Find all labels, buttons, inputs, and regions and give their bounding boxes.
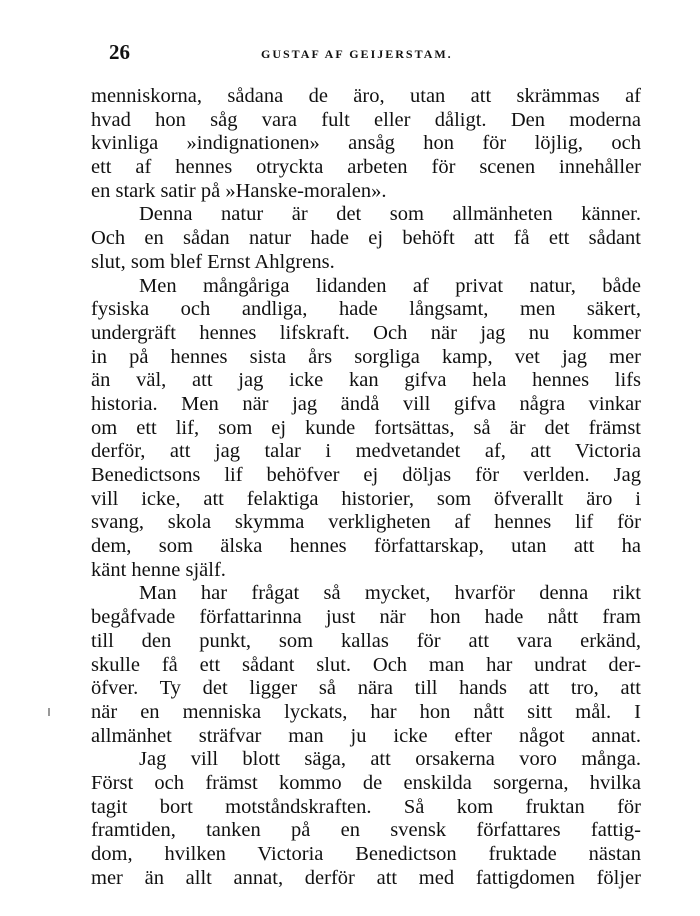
text-line: menniskorna, sådana de äro, utan att skrämmas af	[91, 85, 641, 107]
text-line: in på hennes sista års sorgliga kamp, vet jag mer	[91, 345, 641, 368]
text-line: hvad hon såg vara fult eller dåligt. Den moderna	[91, 108, 641, 131]
text-line: när en menniska lyckats, har hon nått sitt mål. I	[91, 700, 641, 723]
text-line: svang, skola skymma verkligheten af hennes lif för	[91, 511, 641, 534]
text-line: undergräft hennes lifskraft. Och när jag nu kommer	[91, 321, 641, 344]
text-line: dem, som älska hennes författarskap, utan att ha	[91, 535, 641, 558]
text-line: slut, som blef Ernst Ahlgrens.	[91, 250, 335, 273]
text-line: dom, hvilken Victoria Benedictson fruktade nästan	[91, 843, 641, 865]
text-line: än väl, att jag icke kan gifva hela hennes lifs	[91, 369, 641, 392]
text-line: kvinliga »indignationen» ansåg hon för löjlig, och	[91, 132, 641, 155]
text-line: till den punkt, som kallas för att vara erkänd,	[91, 629, 641, 652]
text-line: Men mångåriga lidanden af privat natur, både	[139, 274, 641, 297]
text-line: fysiska och andliga, hade långsamt, men säkert,	[91, 298, 641, 321]
body-text	[91, 85, 641, 890]
page-header	[91, 40, 641, 70]
text-line: känt henne själf.	[91, 558, 226, 581]
text-line: om ett lif, som ej kunde fortsättas, så är det främst	[91, 416, 641, 439]
text-line: begåfvade författarinna just när hon hade nått fram	[91, 606, 641, 629]
page-number: 26	[109, 40, 130, 64]
text-line: Benedictsons lif behöfver ej döljas för verlden. Jag	[91, 464, 641, 486]
text-line: öfver. Ty det ligger så nära till hands att tro, att	[91, 677, 641, 700]
text-line: framtiden, tanken på en svensk författares fattig-	[91, 819, 641, 842]
margin-mark	[48, 708, 50, 716]
text-line: Och en sådan natur hade ej behöft att få ett sådant	[91, 227, 641, 250]
text-line: tagit bort motståndskraften. Så kom fruktan för	[91, 795, 641, 818]
text-line: ett af hennes otryckta arbeten för scenen innehåller	[91, 156, 641, 179]
text-line: historia. Men när jag ändå vill gifva några vinkar	[91, 392, 641, 415]
text-line: Först och främst kommo de enskilda sorgerna, hvilka	[91, 771, 641, 794]
text-line: mer än allt annat, derför att med fattigdomen följer	[91, 866, 641, 889]
text-line: skulle få ett sådant slut. Och man har undrat der-	[91, 653, 641, 676]
text-line: Man har frågat så mycket, hvarför denna rikt	[139, 582, 641, 605]
text-line: allmänhet sträfvar man ju icke efter något annat.	[91, 724, 641, 747]
text-line: Denna natur är det som allmänheten känner.	[139, 203, 641, 226]
running-head: GUSTAF AF GEIJERSTAM.	[261, 47, 453, 61]
text-line: vill icke, att felaktiga historier, som öfverallt äro i	[91, 487, 641, 510]
text-line: Jag vill blott säga, att orsakerna voro många.	[139, 748, 641, 771]
text-line: derför, att jag talar i medvetandet af, att Victoria	[91, 440, 641, 463]
text-line: en stark satir på »Hanske-moralen».	[91, 179, 387, 202]
